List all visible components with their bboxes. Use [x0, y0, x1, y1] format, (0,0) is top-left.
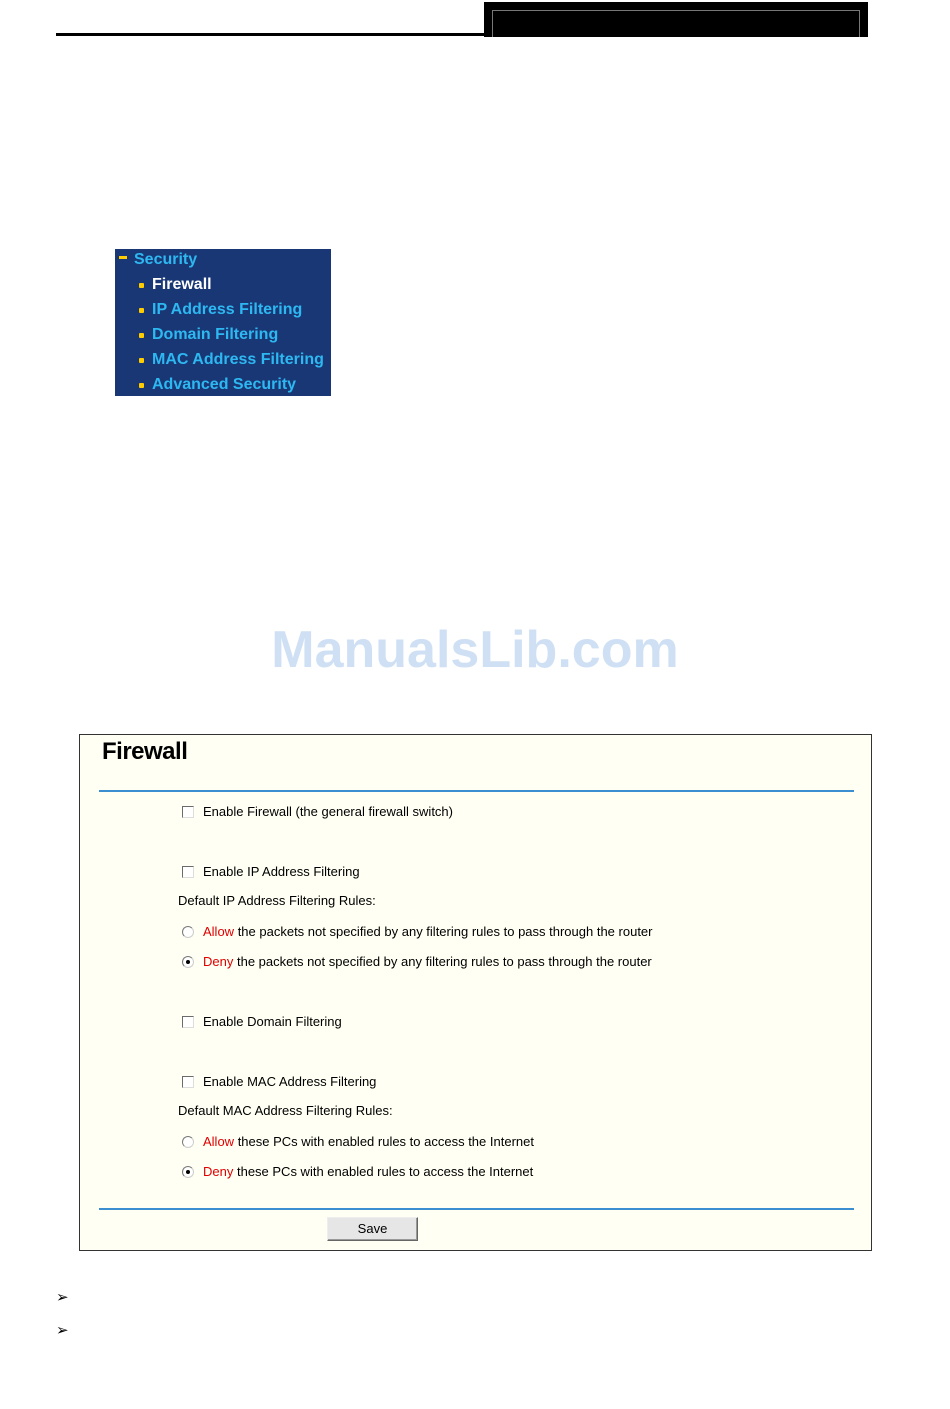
menu-item-label: MAC Address Filtering [152, 351, 324, 368]
menu-item-firewall[interactable] [115, 274, 331, 299]
ip-allow-row [182, 924, 652, 940]
enable-ip-filtering-label: Enable IP Address Filtering [203, 864, 360, 879]
mac-rules-label: Default MAC Address Filtering Rules: [178, 1103, 393, 1118]
mac-deny-text: these PCs with enabled rules to access the Internet [233, 1164, 534, 1179]
mac-deny-radio[interactable] [182, 1166, 194, 1178]
bullet-icon [139, 283, 144, 288]
menu-item-ip-address-filtering[interactable] [115, 299, 331, 324]
enable-domain-filtering-checkbox[interactable] [182, 1016, 194, 1028]
enable-mac-filtering-checkbox[interactable] [182, 1076, 194, 1088]
watermark: ManualsLib.com [271, 621, 679, 679]
menu-item-advanced-security[interactable] [115, 374, 331, 399]
bullet-icon [139, 308, 144, 313]
bullet-icon [139, 383, 144, 388]
bullet-arrow-icon: ➢ [56, 1322, 69, 1339]
enable-domain-filtering-row [182, 1014, 342, 1030]
mac-deny-word: Deny [203, 1164, 234, 1179]
bullet-arrow-icon: ➢ [56, 1289, 69, 1306]
menu-section-label: Security [134, 251, 198, 268]
header-rule [56, 33, 486, 36]
ip-allow-radio[interactable] [182, 926, 194, 938]
menu-item-label: Advanced Security [152, 376, 297, 393]
menu-item-label: IP Address Filtering [152, 301, 303, 318]
ip-rules-label: Default IP Address Filtering Rules: [178, 893, 376, 908]
header-box-frame [492, 10, 860, 37]
enable-firewall-label: Enable Firewall (the general firewall switch) [203, 804, 453, 819]
firewall-panel [79, 734, 872, 1251]
menu-item-mac-address-filtering[interactable] [115, 349, 331, 374]
ip-deny-text: the packets not specified by any filtering rules to pass through the router [233, 954, 652, 969]
mac-allow-text: these PCs with enabled rules to access the Internet [234, 1134, 534, 1149]
ip-allow-word: Allow [203, 924, 235, 939]
menu-item-label: Firewall [152, 276, 212, 293]
menu-item-domain-filtering[interactable] [115, 324, 331, 349]
ip-allow-text: the packets not specified by any filtering rules to pass through the router [234, 924, 653, 939]
enable-firewall-checkbox[interactable] [182, 806, 194, 818]
enable-ip-filtering-row [182, 864, 360, 880]
ip-deny-row [182, 954, 652, 970]
mac-allow-word: Allow [203, 1134, 235, 1149]
menu-section-security[interactable] [115, 250, 331, 274]
security-menu [115, 249, 331, 396]
enable-mac-filtering-label: Enable MAC Address Filtering [203, 1074, 377, 1089]
title-divider [99, 790, 854, 792]
bullet-icon [139, 333, 144, 338]
enable-ip-filtering-checkbox[interactable] [182, 866, 194, 878]
enable-domain-filtering-label: Enable Domain Filtering [203, 1014, 342, 1029]
save-button[interactable]: Save [327, 1217, 418, 1241]
header-box [484, 2, 868, 37]
page-title: Firewall [102, 738, 188, 765]
menu-item-label: Domain Filtering [152, 326, 279, 343]
ip-deny-word: Deny [203, 954, 234, 969]
mac-allow-radio[interactable] [182, 1136, 194, 1148]
footer-divider [99, 1208, 854, 1210]
collapse-icon [119, 256, 127, 259]
bullet-icon [139, 358, 144, 363]
enable-mac-filtering-row [182, 1074, 376, 1090]
ip-deny-radio[interactable] [182, 956, 194, 968]
mac-deny-row [182, 1164, 533, 1180]
enable-firewall-row [182, 804, 453, 820]
mac-allow-row [182, 1134, 534, 1150]
